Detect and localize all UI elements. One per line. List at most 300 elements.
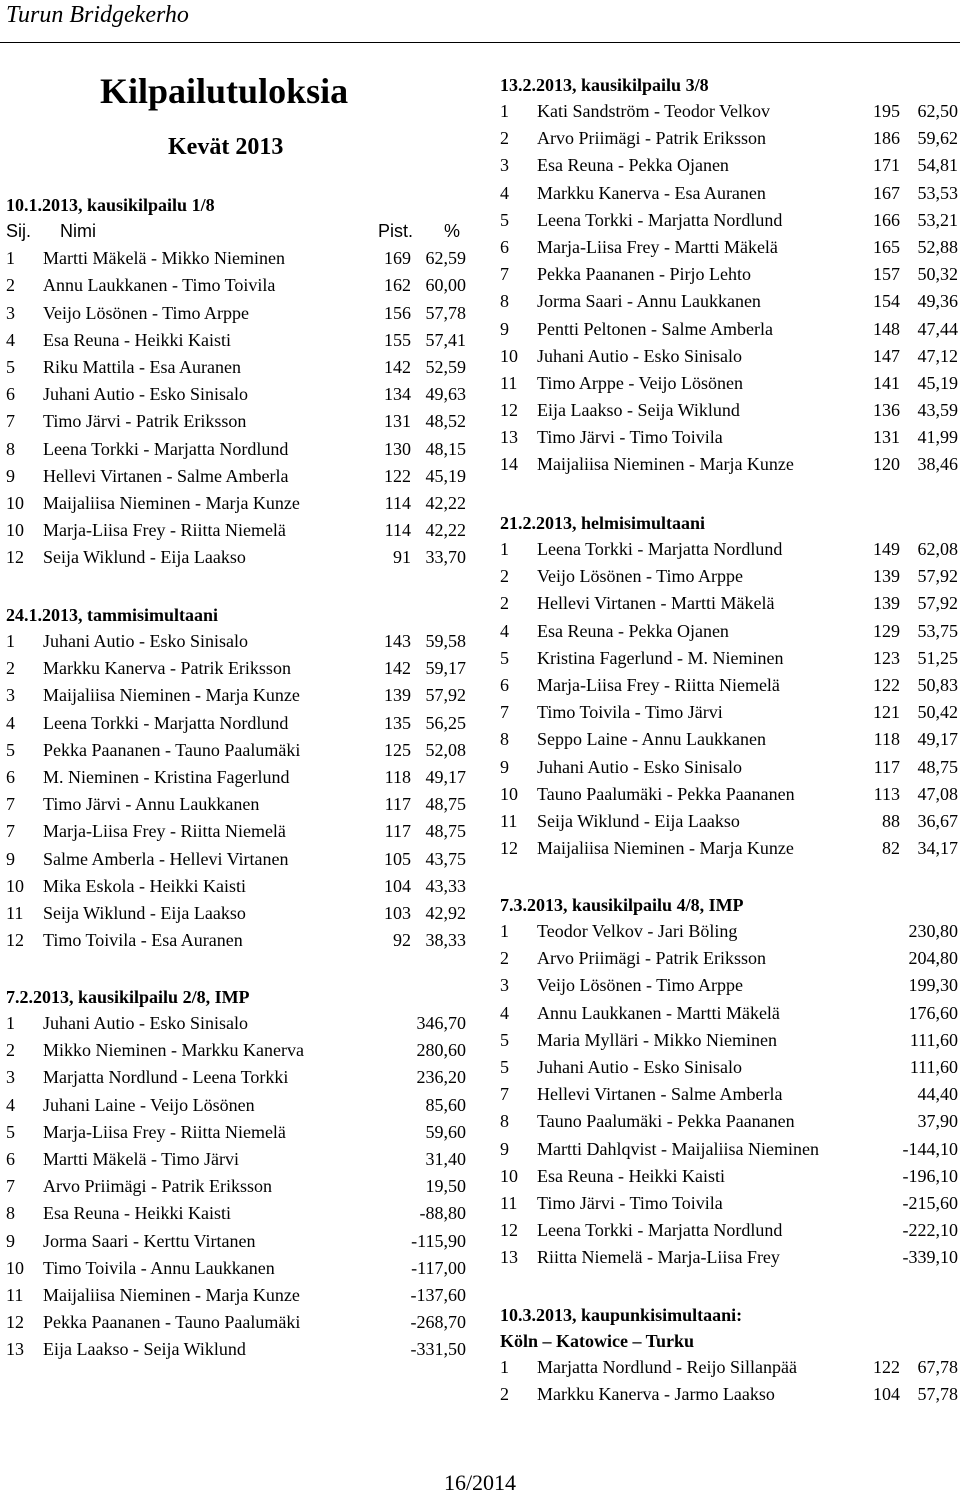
pair-names: Timo Järvi - Annu Laukkanen <box>43 794 260 815</box>
rank: 1 <box>500 921 509 941</box>
rank: 12 <box>500 838 518 859</box>
result-row <box>500 1081 958 1108</box>
percentage: 62,08 <box>917 539 958 559</box>
rank: 12 <box>6 1312 24 1333</box>
points: 129 <box>873 620 900 641</box>
imp-score: 346,70 <box>416 1013 466 1033</box>
result-row <box>6 300 466 327</box>
points: 195 <box>873 101 900 121</box>
pair-names: Leena Torkki - Marjatta Nordlund <box>537 209 783 230</box>
rank: 3 <box>500 975 509 996</box>
section-2 <box>6 602 466 954</box>
pair-names: Veijo Lösönen - Timo Arppe <box>537 566 744 587</box>
pair-names: Hellevi Virtanen - Martti Mäkelä <box>537 593 775 614</box>
result-row <box>500 945 958 972</box>
rank: 6 <box>6 1148 15 1169</box>
result-row <box>500 125 958 152</box>
points: 88 <box>882 810 900 831</box>
points: 162 <box>384 275 411 296</box>
result-row <box>500 754 958 781</box>
result-row <box>6 1064 466 1091</box>
percentage: 48,75 <box>425 821 466 842</box>
section-1 <box>6 192 466 571</box>
rank: 4 <box>500 1002 509 1023</box>
rank: 6 <box>6 384 15 405</box>
result-row <box>500 726 958 753</box>
percentage: 47,44 <box>917 318 958 339</box>
points: 118 <box>384 766 411 787</box>
points: 142 <box>384 658 411 679</box>
page-number: 16/2014 <box>443 1470 517 1495</box>
percentage: 57,92 <box>425 685 466 706</box>
result-row <box>500 1163 958 1190</box>
rank: 1 <box>500 101 509 121</box>
result-row <box>6 1255 466 1282</box>
result-row <box>6 873 466 900</box>
percentage: 36,67 <box>917 810 958 831</box>
pair-names: Markku Kanerva - Esa Auranen <box>537 182 766 203</box>
result-row <box>500 1381 958 1408</box>
result-row <box>500 672 958 699</box>
section-7 <box>500 1302 958 1408</box>
imp-score: -196,10 <box>902 1165 958 1186</box>
pair-names: Eija Laakso - Seija Wiklund <box>43 1339 246 1360</box>
result-row <box>6 1336 466 1363</box>
pair-names: Maijaliisa Nieminen - Marja Kunze <box>43 1284 300 1305</box>
percentage: 48,75 <box>425 794 466 815</box>
rank: 11 <box>6 1284 24 1305</box>
rank: 4 <box>500 182 509 203</box>
rank: 3 <box>6 1067 15 1088</box>
percentage: 48,75 <box>917 756 958 777</box>
section-title: 24.1.2013, tammisimultaani <box>6 605 219 625</box>
percentage: 49,36 <box>917 291 958 312</box>
rank: 11 <box>500 1192 518 1213</box>
result-row <box>6 764 466 791</box>
result-row <box>6 463 466 490</box>
result-row <box>6 1309 466 1336</box>
section-title: 7.3.2013, kausikilpailu 4/8, IMP <box>500 895 744 915</box>
result-row <box>500 234 958 261</box>
result-row <box>500 781 958 808</box>
result-row <box>6 682 466 709</box>
rank: 2 <box>500 948 509 969</box>
percentage: 50,32 <box>917 264 958 285</box>
percentage: 50,83 <box>917 674 958 695</box>
percentage: 47,12 <box>917 345 958 366</box>
rank: 4 <box>6 1094 15 1115</box>
points: 135 <box>384 712 411 733</box>
pair-names: Kati Sandström - Teodor Velkov <box>537 101 771 121</box>
points: 155 <box>384 329 411 350</box>
rank: 1 <box>500 1357 509 1377</box>
main-title: Kilpailutuloksia <box>100 71 349 111</box>
rank: 7 <box>6 411 15 432</box>
rank: 2 <box>6 275 15 296</box>
pair-names: Veijo Lösönen - Timo Arppe <box>537 975 744 996</box>
pair-names: Esa Reuna - Heikki Kaisti <box>537 1165 725 1186</box>
points: 114 <box>384 492 411 513</box>
points: 103 <box>384 902 411 923</box>
points: 186 <box>873 128 900 149</box>
result-row <box>6 245 466 272</box>
imp-score: -117,00 <box>411 1257 466 1278</box>
pair-names: Arvo Priimägi - Patrik Eriksson <box>537 948 766 969</box>
points: 131 <box>384 411 411 432</box>
pair-names: Esa Reuna - Heikki Kaisti <box>43 1203 231 1224</box>
result-row <box>6 381 466 408</box>
pair-names: Jorma Saari - Annu Laukkanen <box>537 291 761 312</box>
points: 91 <box>393 547 411 568</box>
pair-names: Marjatta Nordlund - Leena Torkki <box>43 1067 289 1088</box>
percentage: 59,17 <box>425 658 466 679</box>
pair-names: Timo Toivila - Timo Järvi <box>537 702 723 723</box>
result-list <box>6 245 466 571</box>
pair-names: Juhani Autio - Esko Sinisalo <box>43 631 249 651</box>
pair-names: Timo Toivila - Esa Auranen <box>43 930 243 951</box>
result-row <box>500 645 958 672</box>
result-row <box>500 699 958 726</box>
rank: 2 <box>500 1384 509 1405</box>
percentage: 59,62 <box>917 128 958 149</box>
points: 121 <box>873 702 900 723</box>
rank: 5 <box>6 1121 15 1142</box>
imp-score: -268,70 <box>410 1312 466 1333</box>
points: 117 <box>873 756 900 777</box>
percentage: 52,08 <box>425 739 466 760</box>
points: 134 <box>384 384 411 405</box>
pair-names: Annu Laukkanen - Martti Mäkelä <box>537 1002 780 1023</box>
result-row <box>500 1217 958 1244</box>
section-4 <box>500 72 958 479</box>
pair-names: Tauno Paalumäki - Pekka Paananen <box>537 1111 795 1132</box>
result-row <box>6 1282 466 1309</box>
imp-score: 176,60 <box>908 1002 958 1023</box>
percentage: 57,92 <box>917 566 958 587</box>
rank: 7 <box>6 794 15 815</box>
imp-score: -144,10 <box>902 1138 958 1159</box>
percentage: 57,41 <box>425 329 466 350</box>
percentage: 59,58 <box>425 631 466 651</box>
pair-names: Timo Toivila - Annu Laukkanen <box>43 1257 275 1278</box>
points: 154 <box>873 291 900 312</box>
result-row <box>500 343 958 370</box>
rank: 2 <box>500 128 509 149</box>
pair-names: Esa Reuna - Pekka Ojanen <box>537 155 729 176</box>
percentage: 49,17 <box>917 729 958 750</box>
points: 149 <box>873 539 900 559</box>
percentage: 41,99 <box>917 427 958 448</box>
imp-score: 111,60 <box>909 1029 958 1050</box>
pair-names: Pekka Paananen - Tauno Paalumäki <box>43 739 301 760</box>
rank: 2 <box>500 593 509 614</box>
rank: 10 <box>6 492 24 513</box>
percentage: 62,59 <box>425 248 466 269</box>
points: 92 <box>393 930 411 951</box>
percentage: 34,17 <box>917 838 958 859</box>
points: 117 <box>384 821 411 842</box>
result-row <box>6 354 466 381</box>
result-row <box>6 327 466 354</box>
pair-names: Seppo Laine - Annu Laukkanen <box>537 729 766 750</box>
rank: 7 <box>500 702 509 723</box>
rank: 11 <box>6 902 24 923</box>
result-row <box>6 490 466 517</box>
rank: 11 <box>500 372 518 393</box>
points: 139 <box>873 566 900 587</box>
result-row <box>6 737 466 764</box>
points: 104 <box>384 875 411 896</box>
percentage: 60,00 <box>425 275 466 296</box>
pair-names: Eija Laakso - Seija Wiklund <box>537 400 740 421</box>
points: 139 <box>873 593 900 614</box>
section-subtitle: Köln – Katowice – Turku <box>500 1331 695 1351</box>
col-percent: % <box>444 221 461 241</box>
subtitle: Kevät 2013 <box>168 134 284 160</box>
rank: 4 <box>500 620 509 641</box>
points: 157 <box>873 264 900 285</box>
pair-names: Timo Järvi - Patrik Eriksson <box>43 411 247 432</box>
percentage: 52,88 <box>917 236 958 257</box>
result-row <box>6 710 466 737</box>
result-row <box>6 436 466 463</box>
rank: 4 <box>6 329 15 350</box>
percentage: 38,33 <box>425 930 466 951</box>
imp-score: 230,80 <box>908 921 958 941</box>
pair-names: Seija Wiklund - Eija Laakso <box>537 810 740 831</box>
result-list <box>500 918 958 1271</box>
rank: 7 <box>500 264 509 285</box>
percentage: 57,78 <box>425 302 466 323</box>
percentage: 53,53 <box>917 182 958 203</box>
points: 139 <box>384 685 411 706</box>
percentage: 53,75 <box>917 620 958 641</box>
pair-names: Marja-Liisa Frey - Riitta Niemelä <box>43 520 286 541</box>
percentage: 57,78 <box>917 1384 958 1405</box>
points: 148 <box>873 318 900 339</box>
rank: 9 <box>500 756 509 777</box>
result-row <box>500 1000 958 1027</box>
result-list <box>6 1010 466 1363</box>
result-row <box>6 1092 466 1119</box>
rank: 12 <box>500 400 518 421</box>
pair-names: Mika Eskola - Heikki Kaisti <box>43 875 246 896</box>
pair-names: Maijaliisa Nieminen - Marja Kunze <box>43 685 300 706</box>
pair-names: Arvo Priimägi - Patrik Eriksson <box>43 1176 272 1197</box>
pair-names: M. Nieminen - Kristina Fagerlund <box>43 766 290 787</box>
col-points: Pist. <box>378 221 414 241</box>
pair-names: Pekka Paananen - Pirjo Lehto <box>537 264 751 285</box>
result-row <box>6 1146 466 1173</box>
percentage: 45,19 <box>917 372 958 393</box>
pair-names: Riku Mattila - Esa Auranen <box>43 356 241 377</box>
rank: 4 <box>6 712 15 733</box>
pair-names: Hellevi Virtanen - Salme Amberla <box>43 465 289 486</box>
result-row <box>6 1010 466 1037</box>
percentage: 57,92 <box>917 593 958 614</box>
pair-names: Arvo Priimägi - Patrik Eriksson <box>537 128 766 149</box>
result-row <box>500 207 958 234</box>
pair-names: Timo Järvi - Timo Toivila <box>537 427 723 448</box>
imp-score: 59,60 <box>425 1121 466 1142</box>
rank: 1 <box>500 539 509 559</box>
result-row <box>500 180 958 207</box>
rank: 10 <box>500 345 518 366</box>
pair-names: Maijaliisa Nieminen - Marja Kunze <box>537 454 794 475</box>
header-title: Turun Bridgekerho <box>6 2 189 28</box>
rank: 9 <box>6 848 15 869</box>
section-title: 13.2.2013, kausikilpailu 3/8 <box>500 75 709 95</box>
imp-score: 280,60 <box>416 1040 466 1061</box>
section-title: 10.3.2013, kaupunkisimultaani: <box>500 1305 743 1325</box>
rank: 5 <box>6 356 15 377</box>
rank: 12 <box>6 930 24 951</box>
rank: 6 <box>6 766 15 787</box>
points: 147 <box>873 345 900 366</box>
header-rule <box>0 42 960 43</box>
percentage: 53,21 <box>917 209 958 230</box>
percentage: 49,63 <box>425 384 466 405</box>
pair-names: Esa Reuna - Heikki Kaisti <box>43 329 231 350</box>
pair-names: Timo Järvi - Timo Toivila <box>537 1192 723 1213</box>
rank: 8 <box>6 1203 15 1224</box>
pair-names: Pentti Peltonen - Salme Amberla <box>537 318 773 339</box>
pair-names: Annu Laukkanen - Timo Toivila <box>43 275 276 296</box>
rank: 2 <box>6 1040 15 1061</box>
imp-score: 85,60 <box>425 1094 466 1115</box>
result-row <box>500 316 958 343</box>
result-row <box>500 98 958 125</box>
section-title: 7.2.2013, kausikilpailu 2/8, IMP <box>6 987 250 1007</box>
percentage: 42,22 <box>425 492 466 513</box>
result-row <box>6 900 466 927</box>
col-rank: Sij. <box>6 221 32 241</box>
imp-score: -137,60 <box>410 1284 466 1305</box>
pair-names: Markku Kanerva - Jarmo Laakso <box>537 1384 775 1405</box>
pair-names: Leena Torkki - Marjatta Nordlund <box>537 1220 783 1241</box>
pair-names: Esa Reuna - Pekka Ojanen <box>537 620 729 641</box>
rank: 7 <box>6 821 15 842</box>
rank: 5 <box>500 209 509 230</box>
percentage: 56,25 <box>425 712 466 733</box>
section-5 <box>500 510 958 862</box>
result-row <box>500 424 958 451</box>
percentage: 38,46 <box>917 454 958 475</box>
pair-names: Juhani Autio - Esko Sinisalo <box>537 345 743 366</box>
rank: 11 <box>500 810 518 831</box>
percentage: 43,59 <box>917 400 958 421</box>
pair-names: Salme Amberla - Hellevi Virtanen <box>43 848 289 869</box>
points: 120 <box>873 454 900 475</box>
percentage: 43,75 <box>425 848 466 869</box>
percentage: 43,33 <box>425 875 466 896</box>
result-row <box>6 1037 466 1064</box>
result-row <box>6 791 466 818</box>
percentage: 51,25 <box>917 647 958 668</box>
pair-names: Juhani Autio - Esko Sinisalo <box>537 1056 743 1077</box>
points: 125 <box>384 739 411 760</box>
result-row <box>6 544 466 571</box>
result-row <box>500 261 958 288</box>
result-row <box>500 972 958 999</box>
pair-names: Juhani Laine - Veijo Lösönen <box>43 1094 255 1115</box>
pair-names: Markku Kanerva - Patrik Eriksson <box>43 658 291 679</box>
pair-names: Leena Torkki - Marjatta Nordlund <box>537 539 783 559</box>
result-row <box>500 536 958 563</box>
pair-names: Marjatta Nordlund - Reijo Sillanpää <box>537 1357 797 1377</box>
points: 118 <box>873 729 900 750</box>
points: 165 <box>873 236 900 257</box>
pair-names: Maijaliisa Nieminen - Marja Kunze <box>43 492 300 513</box>
section-3 <box>6 984 466 1363</box>
percentage: 49,17 <box>425 766 466 787</box>
rank: 8 <box>500 291 509 312</box>
rank: 6 <box>500 236 509 257</box>
pair-names: Leena Torkki - Marjatta Nordlund <box>43 438 289 459</box>
result-row <box>500 1190 958 1217</box>
imp-score: -115,90 <box>411 1230 466 1251</box>
pair-names: Marja-Liisa Frey - Martti Mäkelä <box>537 236 778 257</box>
points: 136 <box>873 400 900 421</box>
result-row <box>500 1354 958 1381</box>
column-header-row <box>6 218 466 245</box>
result-row <box>500 397 958 424</box>
percentage: 47,08 <box>917 783 958 804</box>
imp-score: 44,40 <box>917 1084 958 1105</box>
rank: 8 <box>500 1111 509 1132</box>
points: 169 <box>384 248 411 269</box>
rank: 6 <box>500 674 509 695</box>
result-row <box>500 1054 958 1081</box>
points: 117 <box>384 794 411 815</box>
percentage: 42,22 <box>425 520 466 541</box>
percentage: 62,50 <box>917 101 958 121</box>
imp-score: 199,30 <box>908 975 958 996</box>
percentage: 33,70 <box>425 547 466 568</box>
points: 171 <box>873 155 900 176</box>
points: 167 <box>873 182 900 203</box>
rank: 5 <box>500 647 509 668</box>
result-row <box>500 1108 958 1135</box>
result-row <box>500 451 958 478</box>
result-row <box>500 288 958 315</box>
rank: 1 <box>6 1013 15 1033</box>
rank: 12 <box>500 1220 518 1241</box>
pair-names: Maijaliisa Nieminen - Marja Kunze <box>537 838 794 859</box>
section-title: 21.2.2013, helmisimultaani <box>500 513 706 533</box>
result-row <box>6 628 466 655</box>
result-row <box>500 835 958 862</box>
rank: 10 <box>6 1257 24 1278</box>
rank: 9 <box>500 318 509 339</box>
imp-score: -215,60 <box>902 1192 958 1213</box>
result-row <box>6 818 466 845</box>
page-header <box>0 0 960 40</box>
points: 166 <box>873 209 900 230</box>
result-row <box>6 927 466 954</box>
pair-names: Pekka Paananen - Tauno Paalumäki <box>43 1312 301 1333</box>
rank: 13 <box>500 1247 518 1268</box>
rank: 5 <box>500 1056 509 1077</box>
rank: 2 <box>500 566 509 587</box>
pair-names: Marja-Liisa Frey - Riitta Niemelä <box>43 821 286 842</box>
result-list <box>500 1354 958 1408</box>
rank: 14 <box>500 454 518 475</box>
rank: 9 <box>6 1230 15 1251</box>
points: 130 <box>384 438 411 459</box>
result-row <box>500 370 958 397</box>
points: 156 <box>384 302 411 323</box>
